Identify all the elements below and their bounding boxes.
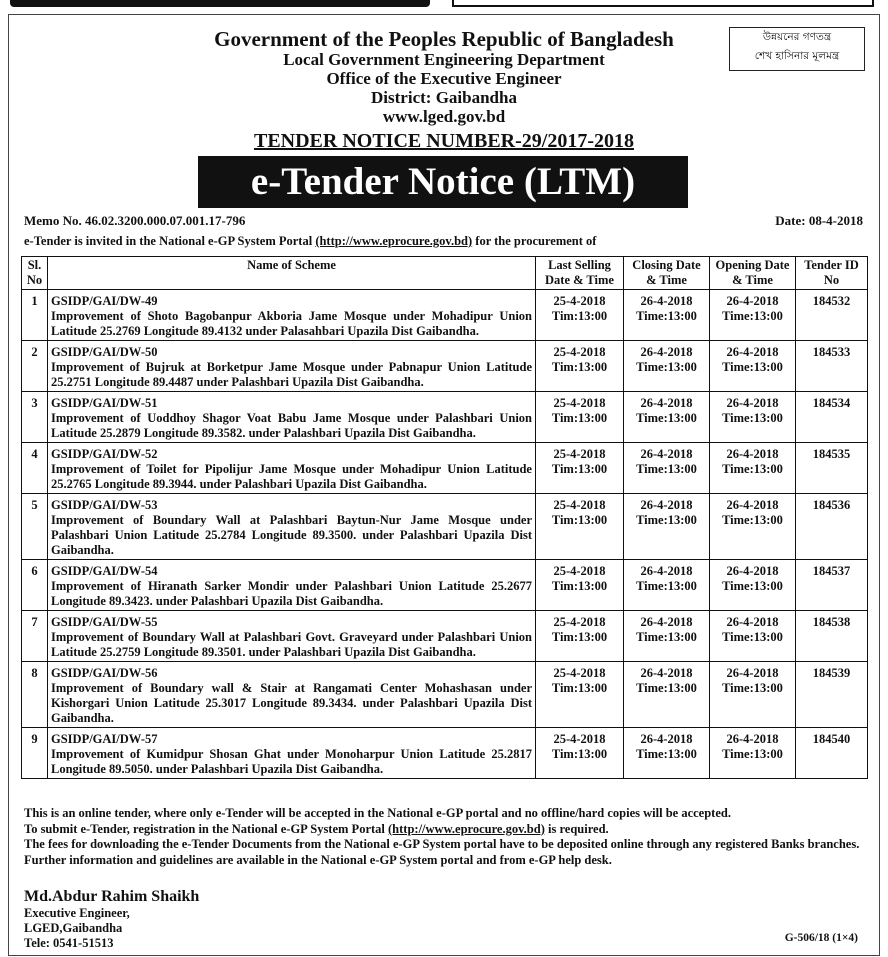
note-registration-before: To submit e-Tender, registration in the National e-GP System Portal	[24, 821, 389, 836]
row-tender-id: 184540	[796, 728, 868, 779]
notes	[24, 806, 864, 868]
row-opening-time: Time:13:00	[722, 462, 783, 476]
table-row	[22, 494, 868, 560]
row-opening-date: 26-4-2018	[726, 498, 779, 512]
table-row	[22, 611, 868, 662]
row-selling-time: Tim:13:00	[551, 462, 608, 476]
row-sl: 5	[22, 494, 48, 560]
row-code: GSIDP/GAI/DW-53	[51, 498, 158, 512]
row-opening	[710, 290, 796, 341]
row-code: GSIDP/GAI/DW-49	[51, 294, 158, 308]
row-scheme	[48, 560, 536, 611]
row-closing	[624, 494, 710, 560]
row-opening	[710, 494, 796, 560]
table-row	[22, 392, 868, 443]
row-scheme	[48, 392, 536, 443]
row-tender-id: 184539	[796, 662, 868, 728]
top-strip-right	[452, 0, 874, 7]
note-eprocure-link[interactable]: (http://www.eprocure.gov.bd)	[388, 821, 545, 836]
row-opening-time: Time:13:00	[722, 681, 783, 695]
row-opening-time: Time:13:00	[722, 360, 783, 374]
intro-after: for the procurement of	[472, 234, 597, 248]
row-closing-date: 26-4-2018	[640, 666, 693, 680]
row-desc: Improvement of Hiranath Sarker Mondir under Palashbari Union Latitude 25.2677 Longitude 89.3423. under Palashbari Upazila Dist Gaibandha.	[51, 579, 532, 608]
department-name: Local Government Engineering Department	[283, 50, 605, 69]
row-closing-time: Time:13:00	[636, 747, 697, 761]
row-opening	[710, 662, 796, 728]
row-opening-date: 26-4-2018	[726, 615, 779, 629]
row-closing-date: 26-4-2018	[640, 447, 693, 461]
row-selling-date: 25-4-2018	[553, 498, 606, 512]
row-opening	[710, 443, 796, 494]
row-selling-date: 25-4-2018	[553, 396, 606, 410]
row-tender-id: 184532	[796, 290, 868, 341]
tender-table	[21, 256, 868, 779]
signature-block	[24, 888, 199, 951]
banner-title: e-Tender Notice (LTM)	[198, 156, 688, 208]
table-row	[22, 560, 868, 611]
row-selling	[536, 662, 624, 728]
row-desc: Improvement of Toilet for Pipolijur Jame Mosque under Mohadipur Union Latitude 25.2765 Longitude 89.3944. under Palashbari Upazila Dist Gaibandha.	[51, 462, 532, 491]
row-opening-date: 26-4-2018	[726, 666, 779, 680]
row-opening-time: Time:13:00	[722, 309, 783, 323]
row-closing-date: 26-4-2018	[640, 615, 693, 629]
row-closing	[624, 728, 710, 779]
row-selling-time: Tim:13:00	[551, 411, 608, 425]
row-scheme	[48, 341, 536, 392]
row-code: GSIDP/GAI/DW-52	[51, 447, 158, 461]
row-closing-date: 26-4-2018	[640, 396, 693, 410]
row-selling	[536, 290, 624, 341]
row-closing	[624, 611, 710, 662]
slogan-line-2: শেখ হাসিনার মূলমন্ত্র	[754, 50, 840, 62]
website: www.lged.gov.bd	[382, 107, 506, 126]
row-scheme	[48, 662, 536, 728]
header-closing: Closing Date & Time	[624, 257, 710, 290]
row-closing-time: Time:13:00	[636, 681, 697, 695]
row-desc: Improvement of Bujruk at Borketpur Jame Mosque under Pabnapur Union Latitude 25.2751 Longitude 89.4487 under Palashbari Upazila Dist Gaibandha.	[51, 360, 532, 389]
header-sl: Sl. No	[22, 257, 48, 290]
row-selling-time: Tim:13:00	[551, 360, 608, 374]
table-header-row	[22, 257, 868, 290]
row-sl: 8	[22, 662, 48, 728]
row-opening-time: Time:13:00	[722, 411, 783, 425]
row-selling-date: 25-4-2018	[553, 447, 606, 461]
row-closing-date: 26-4-2018	[640, 732, 693, 746]
row-sl: 6	[22, 560, 48, 611]
row-closing-time: Time:13:00	[636, 411, 697, 425]
row-selling-date: 25-4-2018	[553, 615, 606, 629]
note-guidelines: Further information and guidelines are available in the National e-GP System portal and from e-GP help desk.	[24, 852, 612, 867]
signatory-name: Md.Abdur Rahim Shaikh	[24, 888, 200, 905]
row-closing-date: 26-4-2018	[640, 498, 693, 512]
row-closing-time: Time:13:00	[636, 309, 697, 323]
row-opening-time: Time:13:00	[722, 747, 783, 761]
header-scheme: Name of Scheme	[48, 257, 536, 290]
row-desc: Improvement of Kumidpur Shosan Ghat under Monoharpur Union Latitude 25.2817 Longitude 89.5050. under Palashbari Upazila Dist Gaibandha.	[51, 747, 532, 776]
row-selling-time: Tim:13:00	[551, 681, 608, 695]
row-desc: Improvement of Boundary Wall at Palashbari Govt. Graveyard under Palashbari Union Latitude 25.2759 Longitude 89.3501. under Palashbari Upazila Dist Gaibandha.	[51, 630, 532, 659]
top-strip	[0, 0, 888, 10]
row-closing	[624, 662, 710, 728]
row-selling	[536, 392, 624, 443]
note-online: This is an online tender, where only e-Tender will be accepted in the National e-GP portal and no offline/hard copies will be accepted.	[24, 806, 731, 820]
table-row	[22, 290, 868, 341]
row-selling-date: 25-4-2018	[553, 294, 606, 308]
row-selling	[536, 443, 624, 494]
row-closing	[624, 392, 710, 443]
row-selling-time: Tim:13:00	[551, 747, 608, 761]
row-closing-time: Time:13:00	[636, 360, 697, 374]
row-code: GSIDP/GAI/DW-51	[51, 396, 158, 410]
row-opening-date: 26-4-2018	[726, 294, 779, 308]
row-closing	[624, 341, 710, 392]
note-registration-after: is required.	[544, 821, 609, 836]
note-registration	[24, 822, 864, 838]
row-selling-time: Tim:13:00	[551, 513, 608, 527]
table-row	[22, 443, 868, 494]
notice-date: Date: 08-4-2018	[775, 213, 863, 228]
tender-number: TENDER NOTICE NUMBER-29/2017-2018	[253, 130, 635, 152]
signatory-title: Executive Engineer,	[24, 906, 130, 920]
row-opening-date: 26-4-2018	[726, 396, 779, 410]
row-code: GSIDP/GAI/DW-54	[51, 564, 158, 578]
row-desc: Improvement of Uoddhoy Shagor Voat Babu Jame Mosque under Palashbari Union Latitude 25.2879 Longitude 89.3582. under Palashbari Upazila Dist Gaibandha.	[51, 411, 532, 440]
header-tender-id: Tender ID No	[796, 257, 868, 290]
row-closing-time: Time:13:00	[636, 462, 697, 476]
row-selling-date: 25-4-2018	[553, 732, 606, 746]
row-sl: 2	[22, 341, 48, 392]
row-sl: 7	[22, 611, 48, 662]
office-name: Office of the Executive Engineer	[326, 69, 562, 88]
row-closing	[624, 560, 710, 611]
row-desc: Improvement of Boundary Wall at Palashbari Baytun-Nur Jame Mosque under Palashbari Union Latitude 25.2784 Longitude 89.3500. under Palashbari Upazila Dist Gaibandha.	[51, 513, 532, 557]
row-tender-id: 184536	[796, 494, 868, 560]
row-opening-date: 26-4-2018	[726, 732, 779, 746]
header-last-selling: Last Selling Date & Time	[536, 257, 624, 290]
district-name: District: Gaibandha	[371, 88, 517, 107]
row-opening	[710, 392, 796, 443]
row-opening-date: 26-4-2018	[726, 447, 779, 461]
row-desc: Improvement of Boundary wall & Stair at Rangamati Center Mohashasan under Kishorgari Union Latitude 25.3017 Longitude 89.3434. under Palashbari Upazila Dist Gaibandha.	[51, 681, 532, 725]
row-opening-date: 26-4-2018	[726, 345, 779, 359]
row-opening-time: Time:13:00	[722, 630, 783, 644]
row-closing-time: Time:13:00	[636, 630, 697, 644]
row-desc: Improvement of Shoto Bagobanpur Akboria Jame Mosque under Mohadipur Union Latitude 25.2769 Longitude 89.4132 under Palasahbari Upazila Dist Gaibandha.	[51, 309, 532, 338]
signatory-tele: Tele: 0541-51513	[24, 936, 114, 950]
row-selling-time: Tim:13:00	[551, 309, 608, 323]
row-scheme	[48, 290, 536, 341]
row-tender-id: 184535	[796, 443, 868, 494]
row-code: GSIDP/GAI/DW-57	[51, 732, 158, 746]
row-opening	[710, 560, 796, 611]
row-scheme	[48, 443, 536, 494]
intro-text	[24, 234, 596, 249]
intro-before: e-Tender is invited in the National e-GP System Portal	[24, 234, 316, 248]
row-tender-id: 184538	[796, 611, 868, 662]
row-closing-date: 26-4-2018	[640, 345, 693, 359]
table-row	[22, 728, 868, 779]
row-sl: 1	[22, 290, 48, 341]
row-selling	[536, 341, 624, 392]
row-selling	[536, 611, 624, 662]
row-code: GSIDP/GAI/DW-50	[51, 345, 158, 359]
top-strip-left	[10, 0, 430, 7]
row-closing-date: 26-4-2018	[640, 564, 693, 578]
row-selling	[536, 728, 624, 779]
row-sl: 9	[22, 728, 48, 779]
note-fees: The fees for downloading the e-Tender Documents from the National e-GP System portal have to be deposited online through any registered Banks branches.	[24, 837, 860, 851]
row-selling-date: 25-4-2018	[553, 564, 606, 578]
row-selling	[536, 494, 624, 560]
row-opening-time: Time:13:00	[722, 513, 783, 527]
eprocure-link[interactable]: (http://www.eprocure.gov.bd)	[315, 234, 473, 248]
table-row	[22, 341, 868, 392]
row-tender-id: 184533	[796, 341, 868, 392]
row-selling-date: 25-4-2018	[553, 345, 606, 359]
row-opening	[710, 728, 796, 779]
row-scheme	[48, 494, 536, 560]
row-selling-time: Tim:13:00	[551, 630, 608, 644]
row-closing-time: Time:13:00	[636, 513, 697, 527]
row-closing	[624, 290, 710, 341]
signatory-org: LGED,Gaibandha	[24, 921, 123, 935]
row-code: GSIDP/GAI/DW-55	[51, 615, 158, 629]
row-selling	[536, 560, 624, 611]
row-tender-id: 184534	[796, 392, 868, 443]
row-tender-id: 184537	[796, 560, 868, 611]
row-selling-date: 25-4-2018	[553, 666, 606, 680]
row-scheme	[48, 728, 536, 779]
row-opening-time: Time:13:00	[722, 579, 783, 593]
row-opening	[710, 611, 796, 662]
slogan-box	[729, 27, 865, 71]
row-sl: 3	[22, 392, 48, 443]
slogan-line-1: উন্নয়নের গণতন্ত্র	[762, 31, 832, 43]
row-opening-date: 26-4-2018	[726, 564, 779, 578]
row-scheme	[48, 611, 536, 662]
memo-number: Memo No. 46.02.3200.000.07.001.17-796	[24, 213, 246, 228]
table-row	[22, 662, 868, 728]
row-closing-time: Time:13:00	[636, 579, 697, 593]
g-code: G-506/18 (1×4)	[784, 932, 858, 944]
row-code: GSIDP/GAI/DW-56	[51, 666, 158, 680]
row-closing-date: 26-4-2018	[640, 294, 693, 308]
row-closing	[624, 443, 710, 494]
row-selling-time: Tim:13:00	[551, 579, 608, 593]
header-opening: Opening Date & Time	[710, 257, 796, 290]
row-sl: 4	[22, 443, 48, 494]
row-opening	[710, 341, 796, 392]
government-name: Government of the Peoples Republic of Bangladesh	[214, 27, 674, 51]
